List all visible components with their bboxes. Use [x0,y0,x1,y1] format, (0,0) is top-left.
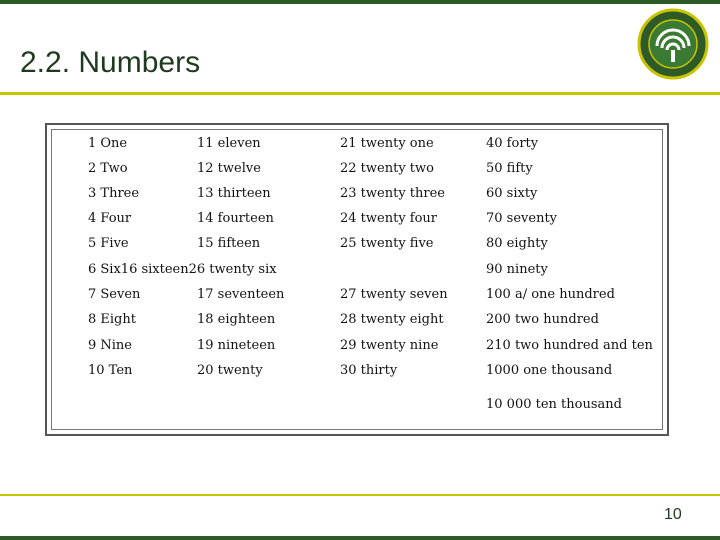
table-cell-r9-c1: 9 Nine [88,338,133,353]
table-cell-r2-c4: 50 fifty [486,161,533,176]
table-cell-r5-c4: 80 eighty [486,236,548,251]
table-cell-r5-c2: 15 fifteen [197,236,261,251]
table-cell-r9-c4: 210 two hundred and ten [486,338,653,353]
table-cell-r10-c3: 30 thirty [340,363,398,378]
table-cell-r9-c2: 19 nineteen [197,338,276,353]
table-cell-r3-c2: 13 thirteen [197,186,271,201]
table-last-line: 10 000 ten thousand [486,397,622,412]
table-cell-r10-c2: 20 twenty [197,363,263,378]
table-cell-r3-c1: 3 Three [88,186,140,201]
table-cell-r7-c3: 27 twenty seven [340,287,448,302]
table-cell-r2-c3: 22 twenty two [340,161,434,176]
university-seal-logo [637,8,709,80]
table-cell-r10-c1: 10 Ten [88,363,133,378]
table-cell-r2-c2: 12 twelve [197,161,261,176]
page-number: 10 [664,506,682,523]
top-accent-bar [0,0,720,4]
table-cell-r8-c3: 28 twenty eight [340,312,444,327]
table-cell-r6-c4: 90 ninety [486,262,548,277]
title-divider [0,92,720,95]
table-cell-r3-c3: 23 twenty three [340,186,445,201]
table-cell-r9-c3: 29 twenty nine [340,338,439,353]
table-cell-r3-c4: 60 sixty [486,186,538,201]
table-cell-r1-c4: 40 forty [486,136,539,151]
table-cell-r4-c4: 70 seventy [486,211,558,226]
table-cell-r8-c1: 8 Eight [88,312,136,327]
table-cell-r5-c3: 25 twenty five [340,236,434,251]
table-cell-r1-c2: 11 eleven [197,136,261,151]
slide-title: 2.2. Numbers [20,46,201,79]
table-cell-r4-c2: 14 fourteen [197,211,274,226]
table-cell-r1-c1: 1 One [88,136,128,151]
table-cell-r6-c1: 6 Six16 sixteen26 twenty six [88,262,277,277]
table-cell-r7-c1: 7 Seven [88,287,141,302]
table-cell-r8-c2: 18 eighteen [197,312,276,327]
footer-divider [0,494,720,496]
table-cell-r10-c4: 1000 one thousand [486,363,613,378]
bottom-accent-bar [0,536,720,540]
table-cell-r7-c4: 100 a/ one hundred [486,287,615,302]
table-cell-r4-c1: 4 Four [88,211,132,226]
table-cell-r5-c1: 5 Five [88,236,129,251]
table-cell-r4-c3: 24 twenty four [340,211,438,226]
table-cell-r2-c1: 2 Two [88,161,128,176]
table-cell-r8-c4: 200 two hundred [486,312,599,327]
table-cell-r7-c2: 17 seventeen [197,287,285,302]
table-cell-r1-c3: 21 twenty one [340,136,434,151]
